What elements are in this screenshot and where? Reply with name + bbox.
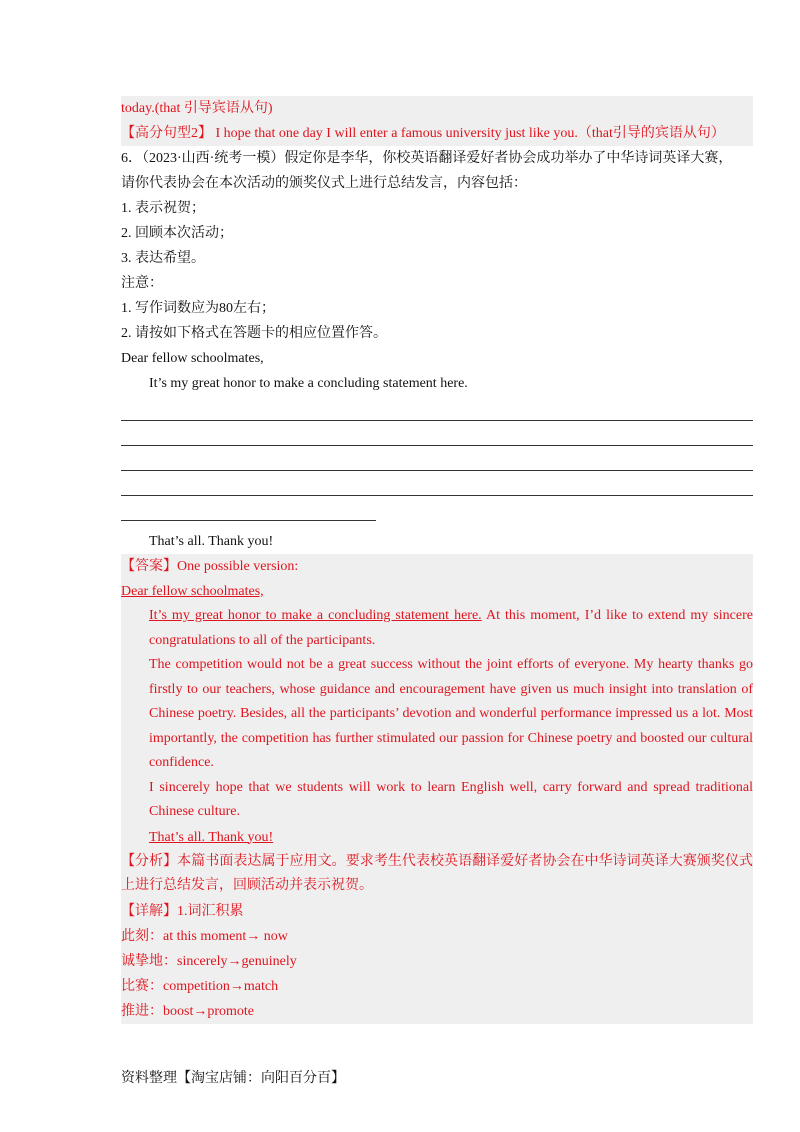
answer-blank-line-2: [121, 421, 753, 446]
vocab-item-1: 此刻：at this moment→ now: [121, 928, 288, 944]
question-closing: That’s all. Thank you!: [149, 534, 274, 549]
page-footer: 资料整理【淘宝店铺：向阳百分百】: [121, 1071, 345, 1086]
answer-closing: That’s all. Thank you!: [149, 829, 274, 845]
vocab-item-2: 诚挚地：sincerely→genuinely: [121, 953, 297, 969]
answer-label: 【答案】One possible version:: [121, 559, 299, 574]
question-opening: It’s my great honor to make a concluding statement here.: [149, 376, 468, 391]
answer-blank-line-1: [121, 396, 753, 421]
top-red-line-2: 【高分句型2】 I hope that one day I will enter a famous university just like you.（that引导的宾语从句）: [121, 121, 753, 146]
answer-paragraph-3: I sincerely hope that we students will work to learn English well, carry forward and spread traditional Chinese culture.: [149, 779, 753, 819]
answer-blank-line-4: [121, 471, 753, 496]
answer-p1-rest: At this moment, I’d like to extend my sincere congratulations to all of the participants.: [149, 608, 753, 648]
answer-paragraph-2: The competition would not be a great success without the joint efforts of everyone. My hearty thanks go firstly to our teachers, whose guidance and encouragement have given us much insight into translation of Chinese poetry. Besides, all the participants’ devotion and wonderful performance impressed us a lot. Most importantly, the competition has further stimulated our passion for Chinese poetry and boosted our cultural confidence.: [149, 657, 753, 770]
question-item-2: 2. 回顾本次活动；: [121, 226, 233, 241]
question-item-1: 1. 表示祝贺；: [121, 201, 205, 216]
answer-p1-underlined: It’s my great honor to make a concluding statement here.: [149, 608, 482, 623]
answer-section: [121, 554, 753, 1024]
document-page: [121, 96, 753, 1024]
question-line-1: 6．（2023·山西·统考一模）假定你是李华，你校英语翻译爱好者协会成功举办了中华诗词英译大赛，: [121, 151, 733, 166]
note-2: 2. 请按如下格式在答题卡的相应位置作答。: [121, 326, 387, 341]
top-red-line-1: today.(that 引导宾语从句): [121, 96, 753, 121]
vocab-item-4: 推进：boost→promote: [121, 1003, 254, 1019]
question-line-2: 请你代表协会在本次活动的颁奖仪式上进行总结发言，内容包括：: [121, 176, 527, 191]
note-1: 1. 写作词数应为80左右；: [121, 301, 275, 316]
answer-salutation: Dear fellow schoolmates,: [121, 584, 264, 599]
answer-paragraph-1: [121, 604, 753, 653]
question-salutation: Dear fellow schoolmates,: [121, 351, 264, 366]
answer-blank-line-5: [121, 496, 376, 521]
analysis-text: 【分析】本篇书面表达属于应用文。要求考生代表校英语翻译爱好者协会在中华诗词英译大赛颁奖仪式上进行总结发言，回顾活动并表示祝贺。: [121, 853, 753, 893]
question-item-3: 3. 表达希望。: [121, 251, 205, 266]
answer-blank-line-3: [121, 446, 753, 471]
note-title: 注意：: [121, 276, 163, 291]
detail-label: 【详解】1.词汇积累: [121, 903, 244, 919]
vocab-item-3: 比赛：competition→match: [121, 978, 279, 994]
